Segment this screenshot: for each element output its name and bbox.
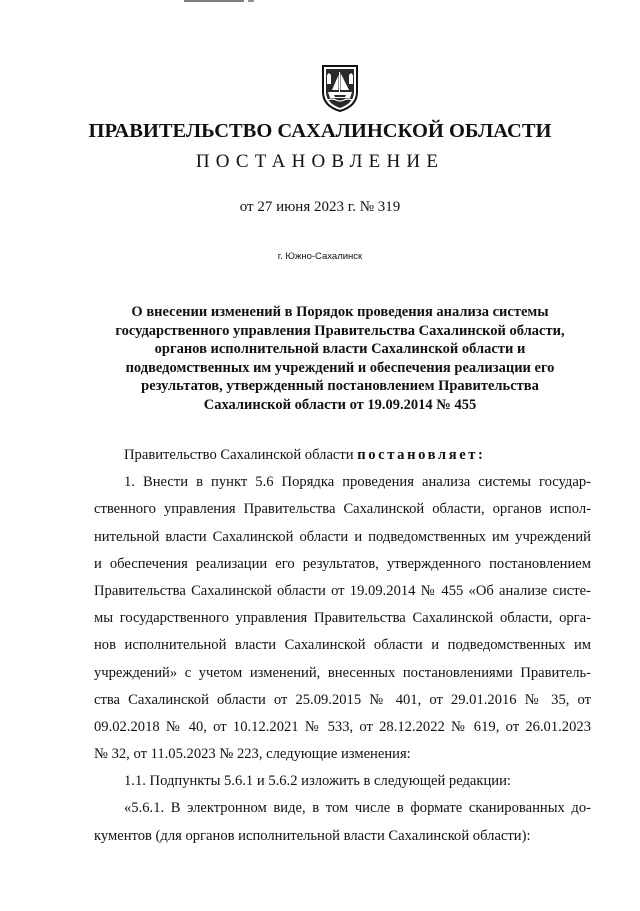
body-line: и обеспечения реализации его результатов, утвержденного постановлением: [94, 555, 591, 572]
subject-line: Сахалинской области от 19.09.2014 № 455: [203, 396, 477, 413]
organization-title: ПРАВИТЕЛЬСТВО САХАЛИНСКОЙ ОБЛАСТИ: [88, 120, 552, 142]
document-subject: [90, 303, 590, 414]
scan-artifact: [184, 0, 244, 2]
body-line: «5.6.1. В электронном виде, в том числе в формате сканированных до-: [124, 800, 591, 817]
document-type: ПОСТАНОВЛЕНИЕ: [195, 151, 445, 172]
subject-line: О внесении изменений в Порядок проведения анализа системы: [131, 304, 549, 320]
sakhalin-coat-of-arms-icon: [320, 62, 360, 112]
body-line: учреждений» с учетом изменений, внесенных постановлениями Правитель-: [94, 664, 591, 681]
document-date-number: от 27 июня 2023 г. № 319: [239, 199, 401, 215]
document-body: [94, 442, 591, 850]
subject-line: подведомственных им учреждений и обеспечения реализации его: [125, 359, 555, 376]
preamble-verb: постановляет:: [357, 447, 486, 463]
subject-line: государственного управления Правительства Сахалинской области,: [115, 322, 565, 339]
body-line: № 32, от 11.05.2023 № 223, следующие изменения:: [94, 746, 411, 763]
body-line: нов исполнительной власти Сахалинской области и подведомственных им: [94, 637, 591, 654]
document-city: г. Южно-Сахалинск: [277, 251, 363, 262]
preamble: [94, 442, 591, 469]
body-line: кументов (для органов исполнительной власти Сахалинской области):: [94, 827, 531, 844]
subject-line: органов исполнительной власти Сахалинской области и: [154, 341, 526, 357]
body-line: Правительства Сахалинской области от 19.09.2014 № 455 «Об анализе систе-: [94, 582, 591, 599]
scan-artifact: [248, 0, 254, 2]
body-line: ственного управления Правительства Сахалинской области, органов испол-: [94, 501, 591, 518]
body-line: мы государственного управления Правительства Сахалинской области, орга-: [94, 610, 591, 627]
subject-line: результатов, утвержденный постановлением Правительства: [141, 378, 539, 394]
body-line: ства Сахалинской области от 25.09.2015 № 401, от 29.01.2016 № 35, от: [94, 691, 591, 708]
body-line: нительной власти Сахалинской области и подведомственных им учреждений: [94, 528, 591, 545]
preamble-text: Правительство Сахалинской области: [124, 447, 358, 463]
body-line: 1. Внести в пункт 5.6 Порядка проведения анализа системы государ-: [124, 474, 591, 491]
body-line: 1.1. Подпункты 5.6.1 и 5.6.2 изложить в следующей редакции:: [124, 773, 511, 790]
body-line: 09.02.2018 № 40, от 10.12.2021 № 533, от 28.12.2022 № 619, от 26.01.2023: [94, 718, 591, 735]
